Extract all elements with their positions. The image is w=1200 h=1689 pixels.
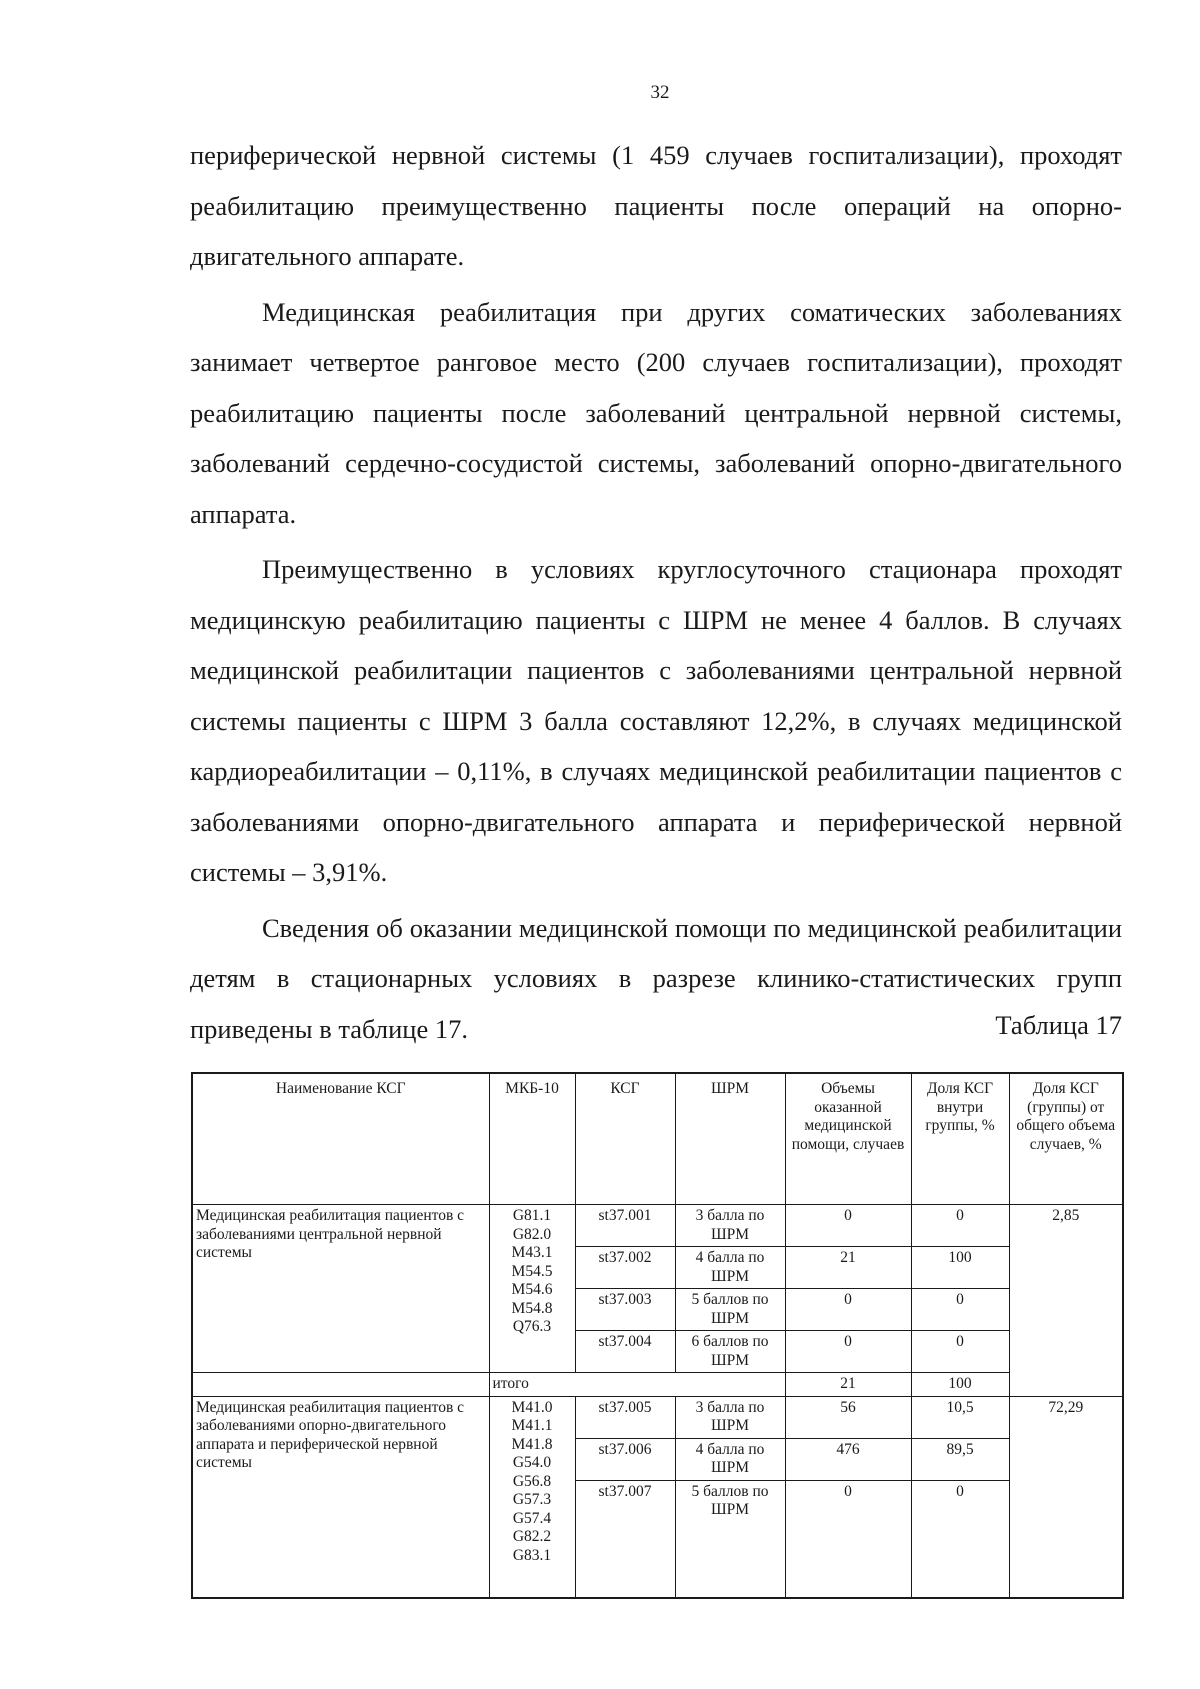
share-cell: 0 <box>911 1289 1009 1331</box>
empty-cell <box>192 1373 489 1397</box>
mkb-code: M41.8 <box>511 1435 553 1453</box>
page-number: 32 <box>650 82 670 103</box>
mkb-codes <box>489 1396 575 1598</box>
header-shrm: ШРМ <box>675 1073 785 1205</box>
shrm-score: 6 баллов по ШРМ <box>675 1331 785 1373</box>
shrm-score: 4 балла по ШРМ <box>675 1438 785 1480</box>
shrm-score: 3 балла по ШРМ <box>675 1205 785 1247</box>
share-cell: 10,5 <box>911 1396 1009 1438</box>
paragraph-2: Медицинская реабилитация при других соматических заболеваниях занимает четвертое ранговое место (200 случаев госпитализации), проходят реабилитацию пациенты после заболеваний центральной нервной системы, заболеваний сердечно-сосудистой системы, заболеваний опорно-двигательного аппарата. <box>190 296 1122 529</box>
ksg-code: st37.007 <box>575 1480 675 1598</box>
volume-cell: 0 <box>785 1480 911 1598</box>
ksg-code: st37.006 <box>575 1438 675 1480</box>
ksg-code: st37.004 <box>575 1331 675 1373</box>
table-header-row <box>192 1073 1123 1205</box>
paragraph-1: периферической нервной системы (1 459 случаев госпитализации), проходят реабилитацию преимущественно пациенты после операций на опорно-двигательного аппарате. <box>190 140 1122 271</box>
group-name: Медицинская реабилитация пациентов с заболеваниями центральной нервной системы <box>192 1205 489 1373</box>
ksg-table <box>191 1072 1124 1599</box>
paragraph-4: Сведения об оказании медицинской помощи по медицинской реабилитации детям в стационарных условиях в разрезе клинико-статистических групп приведены в таблице 17. <box>190 912 1122 1044</box>
shrm-score: 4 балла по ШРМ <box>675 1247 785 1289</box>
paragraph-3: Преимущественно в условиях круглосуточного стационара проходят медицинскую реабилитацию пациенты с ШРМ не менее 4 баллов. В случаях медицинской реабилитации пациентов с заболеваниями центральной нервной системы пациенты с ШРМ 3 балла составляют 12,2%, в случаях медицинской кардиореабилитации – 0,11%, в случаях медицинской реабилитации пациентов с заболеваниями опорно-двигательного аппарата и периферической нервной системы – 3,91%. <box>190 554 1122 887</box>
total-label: итого <box>489 1373 785 1397</box>
group-name: Медицинская реабилитация пациентов с заболеваниями опорно-двигательного аппарата и периферической нервной системы <box>192 1396 489 1598</box>
mkb-code: M54.5 <box>511 1262 553 1280</box>
share-cell: 0 <box>911 1331 1009 1373</box>
ksg-code: st37.001 <box>575 1205 675 1247</box>
header-ksg-name: Наименование КСГ <box>192 1073 489 1205</box>
share-cell: 100 <box>911 1247 1009 1289</box>
volume-cell: 476 <box>785 1438 911 1480</box>
volume-cell: 0 <box>785 1205 911 1247</box>
share-cell: 0 <box>911 1205 1009 1247</box>
mkb-code: G57.4 <box>512 1509 552 1527</box>
shrm-score: 5 баллов по ШРМ <box>675 1289 785 1331</box>
mkb-code: G82.0 <box>512 1225 552 1243</box>
mkb-code: M41.1 <box>511 1417 553 1434</box>
table-total-row <box>192 1373 1123 1397</box>
volume-cell: 0 <box>785 1289 911 1331</box>
mkb-code: G54.0 <box>512 1454 552 1471</box>
table-row <box>192 1205 1123 1247</box>
mkb-code: M54.6 <box>511 1281 553 1298</box>
share-cell: 0 <box>911 1480 1009 1598</box>
header-ksg: КСГ <box>575 1073 675 1205</box>
volume-cell: 21 <box>785 1247 911 1289</box>
share-cell: 89,5 <box>911 1438 1009 1480</box>
group-share-cell: 72,29 <box>1009 1396 1123 1598</box>
ksg-code: st37.005 <box>575 1396 675 1438</box>
volume-cell: 56 <box>785 1396 911 1438</box>
header-share-in-group: Доля КСГ внутри группы, % <box>911 1073 1009 1205</box>
volume-cell: 0 <box>785 1331 911 1373</box>
mkb-codes <box>489 1205 575 1373</box>
shrm-score: 5 баллов по ШРМ <box>675 1480 785 1598</box>
header-share-total: Доля КСГ (группы) от общего объема случаев, % <box>1009 1073 1123 1205</box>
group-share-cell: 2,85 <box>1009 1205 1123 1397</box>
total-volume: 21 <box>785 1373 911 1397</box>
ksg-code: st37.002 <box>575 1247 675 1289</box>
mkb-code: Q76.3 <box>512 1318 552 1335</box>
mkb-code: M41.0 <box>511 1398 553 1416</box>
mkb-code: M43.1 <box>511 1244 553 1261</box>
mkb-code: G83.1 <box>512 1546 552 1564</box>
total-share: 100 <box>911 1373 1009 1397</box>
mkb-code: G81.1 <box>512 1207 552 1224</box>
mkb-code: G56.8 <box>512 1472 552 1490</box>
header-mkb: МКБ-10 <box>489 1073 575 1205</box>
ksg-code: st37.003 <box>575 1289 675 1331</box>
shrm-score: 3 балла по ШРМ <box>675 1396 785 1438</box>
mkb-code: G82.2 <box>512 1528 552 1545</box>
table-row <box>192 1396 1123 1438</box>
table-caption: Таблица 17 <box>995 1010 1122 1040</box>
mkb-code: G57.3 <box>512 1491 552 1508</box>
header-volume: Объемы оказанной медицинской помощи, случаев <box>785 1073 911 1205</box>
mkb-code: M54.8 <box>511 1299 553 1317</box>
body-text <box>190 130 1122 1054</box>
